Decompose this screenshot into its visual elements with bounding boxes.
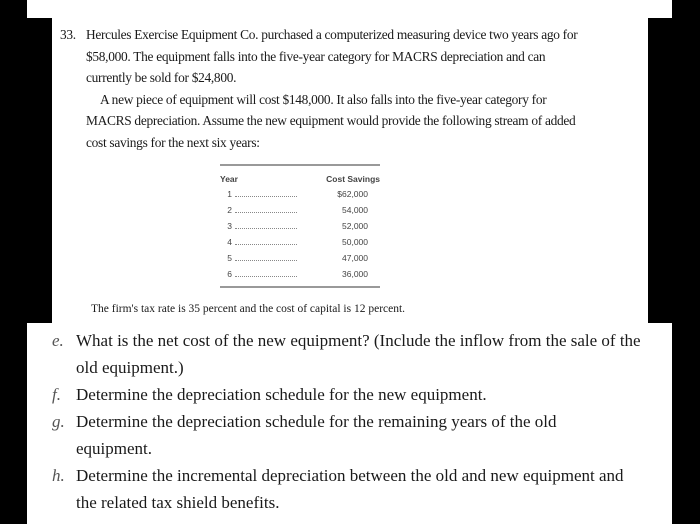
dot-leader: [235, 222, 297, 229]
table-row: [220, 266, 380, 282]
textbook-page: [52, 18, 648, 323]
savings: 47,000: [342, 252, 368, 263]
question-h: [52, 462, 636, 516]
questions-section: [27, 323, 672, 524]
year: 5: [227, 252, 232, 263]
dot-leader: [235, 190, 297, 197]
year: 6: [227, 268, 232, 279]
year: 4: [227, 236, 232, 247]
table-bottom-rule: [220, 286, 380, 288]
problem-paragraph-2: A new piece of equipment will cost $148,000. It also falls into the five-year category for MACRS depreciation. Assume the new equipment would provide the following stream of added cost savings for the next six years:: [86, 91, 576, 150]
question-letter: h.: [52, 465, 65, 485]
question-text: What is the net cost of the new equipment? (Include the inflow from the sale of the old equipment.): [76, 330, 641, 377]
table-row: [220, 234, 380, 250]
dot-leader: [235, 206, 297, 213]
table-row: [220, 218, 380, 234]
table-row: [220, 186, 380, 202]
header-cost-savings: Cost Savings: [326, 173, 380, 184]
question-letter: f.: [52, 384, 61, 404]
table-row: [220, 250, 380, 266]
dot-leader: [235, 238, 297, 245]
year: 3: [227, 220, 232, 231]
problem-paragraph-1: Hercules Exercise Equipment Co. purchased a computerized measuring device two years ago for $58,000. The equipment falls into the five-year category for MACRS depreciation and can currently be sold for $24,800.: [86, 27, 578, 86]
question-f: [52, 381, 666, 408]
question-text: Determine the depreciation schedule for the new equipment.: [76, 384, 487, 404]
question-text: Determine the depreciation schedule for the remaining years of the old equipment.: [76, 411, 557, 458]
header-year: Year: [220, 173, 238, 184]
question-letter: g.: [52, 411, 65, 431]
question-e: [52, 327, 666, 381]
tax-note: The firm's tax rate is 35 percent and the cost of capital is 12 percent.: [91, 302, 406, 315]
dot-leader: [235, 270, 297, 277]
table-row: [220, 202, 380, 218]
dot-leader: [235, 254, 297, 261]
question-g: [52, 408, 636, 462]
savings: 50,000: [342, 236, 368, 247]
savings: $62,000: [337, 188, 368, 199]
top-margin: [27, 0, 672, 18]
question-letter: e.: [52, 330, 64, 350]
question-text: Determine the incremental depreciation between the old and new equipment and the related tax shield benefits.: [76, 465, 624, 512]
cost-savings-table: [220, 164, 380, 288]
year: 2: [227, 204, 232, 215]
savings: 54,000: [342, 204, 368, 215]
problem-number: 33.: [60, 27, 76, 42]
problem-statement: [60, 24, 648, 154]
year: 1: [227, 188, 232, 199]
savings: 36,000: [342, 268, 368, 279]
table-header: [220, 172, 380, 186]
savings: 52,000: [342, 220, 368, 231]
table-top-rule: [220, 164, 380, 166]
